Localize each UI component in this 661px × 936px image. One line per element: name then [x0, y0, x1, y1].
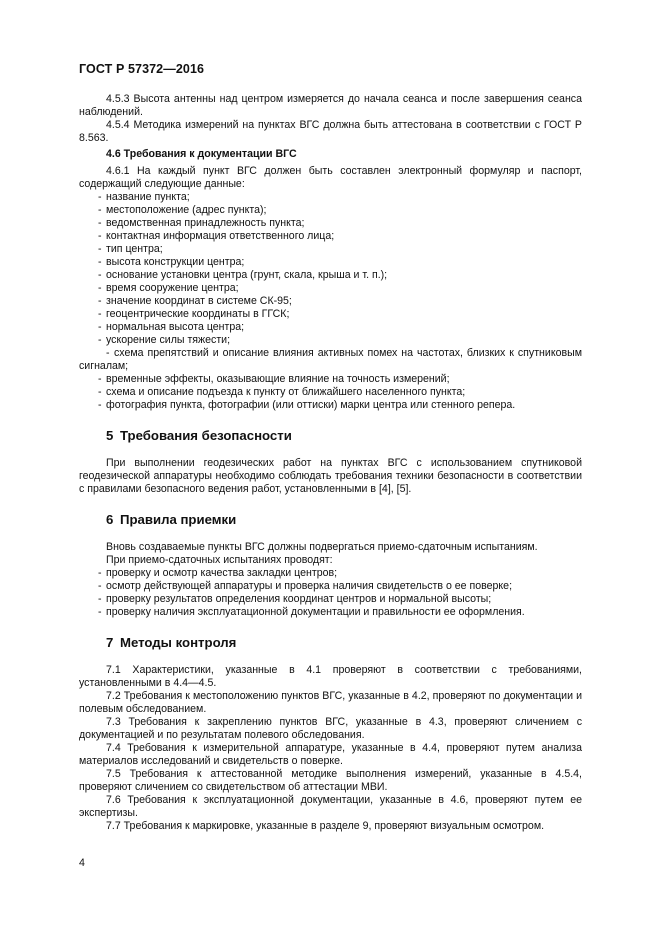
list-item: - осмотр действующей аппаратуры и проверка наличия свидетельств о ее поверке; — [98, 580, 513, 592]
list-item: - время сооружение центра; — [98, 282, 239, 294]
section-heading-7: 7 Методы контроля — [106, 635, 237, 650]
section-6-text-1: Вновь создаваемые пункты ВГС должны подвергаться приемо-сдаточным испытаниям. — [106, 541, 538, 553]
paragraph-7-3: 7.3 Требования к закреплению пунктов ВГС, указанные в 4.3, проверяют сличением с документацией и по результатам полевого обследования. — [79, 716, 582, 741]
paragraph-7-5: 7.5 Требования к аттестованной методике выполнения измерений, указанные в 4.5.4, проверяют сличением со свидетельством об аттестации МВИ. — [79, 768, 582, 793]
paragraph-7-6: 7.6 Требования к эксплуатационной документации, указанные в 4.6, проверяют путем ее экспертизы. — [79, 794, 582, 819]
list-item: - контактная информация ответственного лица; — [98, 230, 335, 242]
list-item: - проверку наличия эксплуатационной документации и правильности ее оформления. — [98, 606, 525, 618]
document-body — [79, 93, 582, 833]
list-item: - основание установки центра (грунт, скала, крыша и т. п.); — [98, 269, 388, 281]
list-item: - ведомственная принадлежность пункта; — [98, 217, 305, 229]
standard-code-header: ГОСТ Р 57372—2016 — [79, 62, 205, 76]
list-4-6-1 — [79, 191, 582, 412]
paragraph-7-4: 7.4 Требования к измерительной аппаратуре, указанные в 4.4, проверяют путем анализа материалов исследований и свидетельств о поверке. — [79, 742, 582, 767]
list-item: - нормальная высота центра; — [98, 321, 245, 333]
list-item: - название пункта; — [98, 191, 190, 203]
paragraph-7-2: 7.2 Требования к местоположению пунктов ВГС, указанные в 4.2, проверяют по документации и полевым обследованием. — [79, 690, 582, 715]
list-item: - проверку и осмотр качества закладки центров; — [98, 567, 338, 579]
list-item: - ускорение силы тяжести; — [98, 334, 231, 346]
section-heading-6: 6 Правила приемки — [106, 512, 237, 527]
list-item: - тип центра; — [98, 243, 163, 255]
section-5-text: При выполнении геодезических работ на пунктах ВГС с использованием спутниковой геодезической аппаратуры необходимо соблюдать требования техники безопасности в соответствии с правилами безопасного ведения работ, установленными в [4], [5]. — [79, 457, 582, 495]
paragraph-4-5-3: 4.5.3 Высота антенны над центром измеряется до начала сеанса и после завершения сеанса наблюдений. — [79, 93, 582, 118]
paragraph-7-1: 7.1 Характеристики, указанные в 4.1 проверяют в соответствии с требованиями, установленными в 4.4—4.5. — [79, 664, 582, 689]
list-item: - схема и описание подъезда к пункту от ближайшего населенного пункта; — [98, 386, 466, 398]
list-item: - временные эффекты, оказывающие влияние на точность измерений; — [98, 373, 450, 385]
section-heading-5: 5 Требования безопасности — [106, 428, 292, 443]
list-item: - высота конструкции центра; — [98, 256, 245, 268]
subsection-heading-4-6: 4.6 Требования к документации ВГС — [106, 148, 297, 160]
list-item: - проверку результатов определения координат центров и нормальной высоты; — [98, 593, 492, 605]
page-number: 4 — [79, 857, 85, 869]
paragraph-4-5-4: 4.5.4 Методика измерений на пунктах ВГС должна быть аттестована в соответствии с ГОСТ Р 8.563. — [79, 119, 582, 144]
list-section-6 — [79, 567, 582, 619]
list-item: - геоцентрические координаты в ГГСК; — [98, 308, 290, 320]
section-6-text-2: При приемо-сдаточных испытаниях проводят: — [106, 554, 333, 566]
list-item: - значение координат в системе СК-95; — [98, 295, 292, 307]
list-item: - местоположение (адрес пункта); — [98, 204, 267, 216]
list-item: - схема препятствий и описание влияния активных помех на частотах, близких к спутниковым сигналам; — [79, 347, 582, 372]
list-item: - фотография пункта, фотографии (или оттиски) марки центра или стенного репера. — [98, 399, 516, 411]
paragraph-7-7: 7.7 Требования к маркировке, указанные в разделе 9, проверяют визуальным осмотром. — [106, 820, 545, 832]
paragraph-4-6-1: 4.6.1 На каждый пункт ВГС должен быть составлен электронный формуляр и паспорт, содержащий следующие данные: — [79, 165, 582, 190]
